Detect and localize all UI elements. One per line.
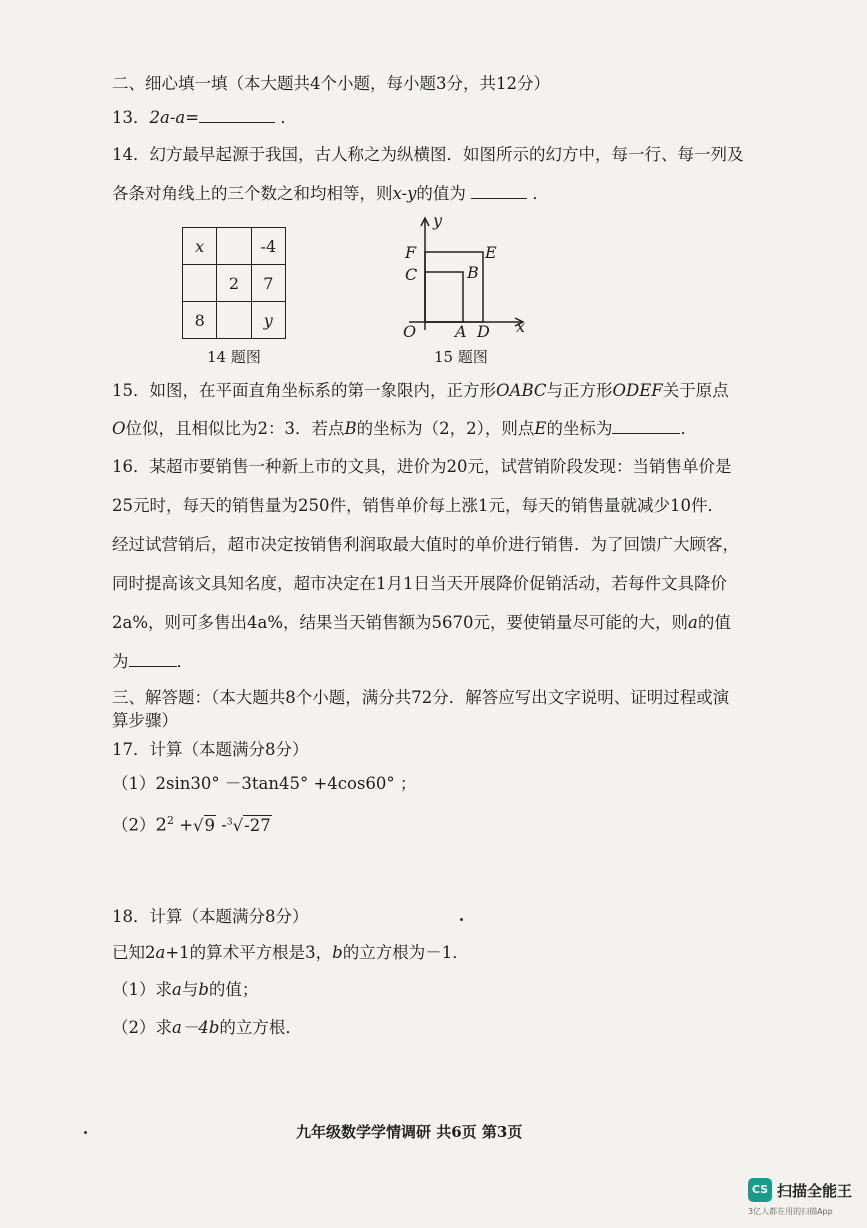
label-E: E — [485, 243, 497, 262]
q15-answer-blank — [612, 419, 680, 434]
magic-cell: 7 — [251, 265, 285, 302]
magic-cell — [217, 302, 251, 339]
page-footer: 九年级数学学情调研 共6页 第3页 — [296, 1123, 523, 1141]
q17-part1: （1）2sin30° －3tan45° +4cos60° ； — [112, 774, 417, 793]
fig14-caption: 14 题图 — [207, 348, 261, 366]
magic-cell: -4 — [251, 228, 285, 265]
q14-expression: x-y — [392, 184, 417, 203]
label-F: F — [405, 243, 417, 262]
fig15-diagram — [395, 212, 535, 342]
q17-part2: $(2)2^2 +√9$ -$^3$√-27 — [112, 814, 271, 836]
q17-title: 17．计算（本题满分8分） — [112, 740, 309, 759]
magic-cell — [217, 228, 251, 265]
q13-number: 13． — [112, 108, 150, 127]
label-A: A — [455, 322, 467, 341]
square-root: √9 — [193, 815, 216, 835]
q13-answer-blank — [199, 108, 275, 123]
q18-title: 18．计算（本题满分8分） — [112, 907, 309, 926]
square-oabc — [425, 272, 463, 322]
q16-line6: 为 ． — [112, 652, 193, 671]
q13-expression: 2a-a= — [149, 108, 200, 127]
q14-line1: 14．幻方最早起源于我国，古人称之为纵横图．如图所示的幻方中，每一行、每一列及 — [112, 145, 744, 164]
q16-line3: 经过试营销后，超市决定按销售利润取最大值时的单价进行销售．为了回馈广大顾客， — [112, 535, 739, 554]
label-O: O — [403, 322, 417, 341]
q16-answer-blank — [129, 652, 177, 667]
fig15-caption: 15 题图 — [434, 348, 488, 366]
magic-cell — [183, 265, 217, 302]
magic-square — [182, 227, 286, 339]
scan-speck — [460, 918, 463, 921]
label-y: y — [433, 212, 443, 230]
scanner-logo-icon: CS — [748, 1178, 772, 1202]
magic-cell: y — [251, 302, 285, 339]
scanner-tagline: 3亿人都在用的扫描App — [748, 1207, 833, 1216]
q16-line4: 同时提高该文具知名度，超市决定在1月1日当天开展降价促销活动，若每件文具降价 — [112, 574, 727, 593]
q15-line1: 15．如图，在平面直角坐标系的第一象限内，正方形OABC与正方形ODEF关于原点 — [112, 381, 729, 400]
q16-line5: 2a%，则可多售出4a%，结果当天销售额为5670元，要使销量尽可能的大，则a的值 — [112, 613, 731, 632]
scanner-name: 扫描全能王 — [777, 1182, 853, 1200]
section3-heading-line1: 三、解答题：（本大题共8个小题，满分共72分．解答应写出文字说明、证明过程或演 — [112, 688, 730, 707]
section2-heading: 二、细心填一填（本大题共4个小题，每小题3分，共12分） — [112, 74, 550, 93]
magic-cell: x — [183, 228, 217, 265]
label-B: B — [467, 263, 479, 282]
scanner-watermark — [748, 1178, 860, 1222]
label-D: D — [477, 322, 490, 341]
cube-root: $^3$√-27 — [226, 815, 271, 835]
label-x: x — [516, 317, 526, 336]
scan-speck — [84, 1131, 87, 1134]
magic-cell: 8 — [183, 302, 217, 339]
q18-line1: 已知2a+1的算术平方根是3，b的立方根为－1． — [112, 943, 469, 962]
q16-line1: 16．某超市要销售一种新上市的文具，进价为20元，试营销阶段发现：当销售单价是 — [112, 457, 732, 476]
q16-line2: 25元时，每天的销售量为250件，销售单价每上涨1元，每天的销售量就减少10件． — [112, 496, 724, 515]
label-C: C — [405, 265, 418, 284]
section3-heading-line2: 算步骤） — [112, 711, 178, 730]
question-13: 13．2a-a= ． — [112, 108, 297, 127]
magic-cell: 2 — [217, 265, 251, 302]
q18-part2: （2）求a－4b的立方根． — [112, 1018, 302, 1037]
q15-line2: O位似，且相似比为2：3．若点B的坐标为（2，2），则点E的坐标为 ． — [112, 419, 697, 438]
q18-part1: （1）求a与b的值； — [112, 980, 259, 999]
q14-line2: 各条对角线上的三个数之和均相等，则x-y的值为 ． — [112, 184, 549, 203]
q14-answer-blank — [471, 184, 527, 199]
